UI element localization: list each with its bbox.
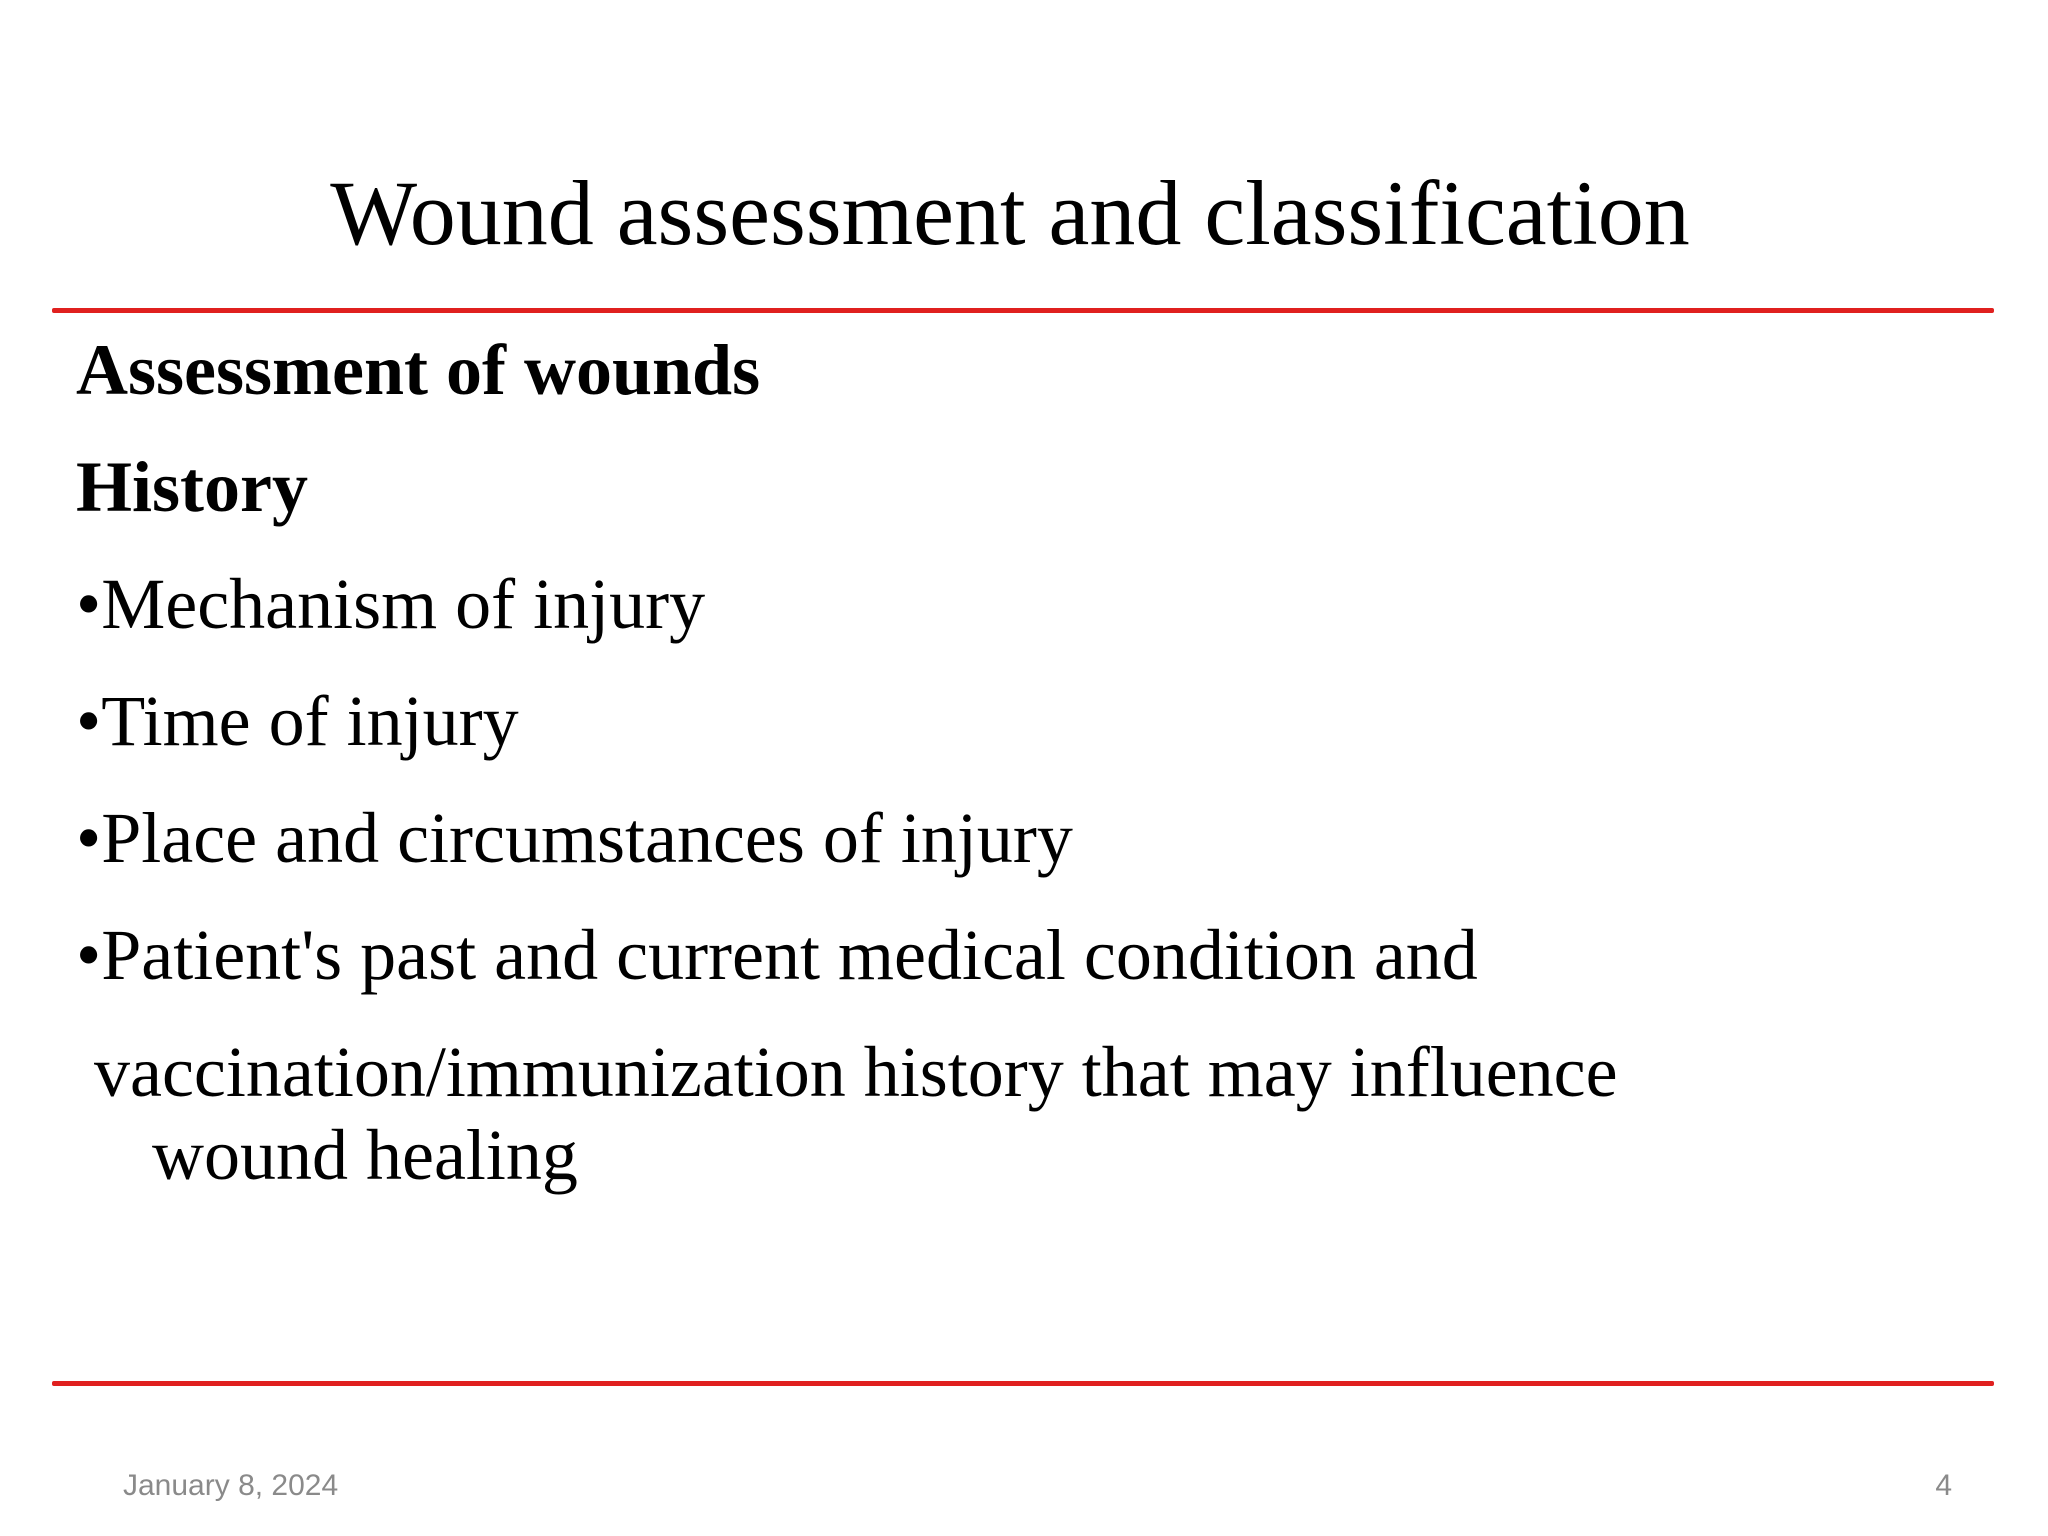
bullet-glyph: • <box>76 681 102 761</box>
bullet-text-line2: vaccination/immunization history that may influence <box>94 1032 1618 1112</box>
bullet-glyph: • <box>76 798 102 878</box>
top-divider <box>52 308 1994 313</box>
bullet-text: Place and circumstances of injury <box>101 798 1073 878</box>
section-heading: Assessment of wounds <box>76 330 761 410</box>
page-number: 4 <box>1935 1469 1952 1502</box>
bullet-glyph: • <box>76 564 102 644</box>
footer-date: January 8, 2024 <box>123 1469 339 1502</box>
bullet-text-line1: Patient's past and current medical condition and <box>101 915 1478 995</box>
bullet-item <box>76 563 1976 680</box>
bottom-divider <box>52 1381 1994 1386</box>
bullet-item-long <box>76 914 1976 1197</box>
bullet-text-line3: wound healing <box>152 1115 578 1195</box>
bullet-text: Mechanism of injury <box>101 564 706 644</box>
slide-title: Wound assessment and classification <box>330 162 1690 264</box>
subheading-history: History <box>76 447 308 527</box>
bullet-text: Time of injury <box>101 681 519 761</box>
bullet-item <box>76 680 1976 797</box>
bullet-item <box>76 797 1976 914</box>
slide-content <box>76 325 1976 1197</box>
bullet-glyph: • <box>76 915 102 995</box>
